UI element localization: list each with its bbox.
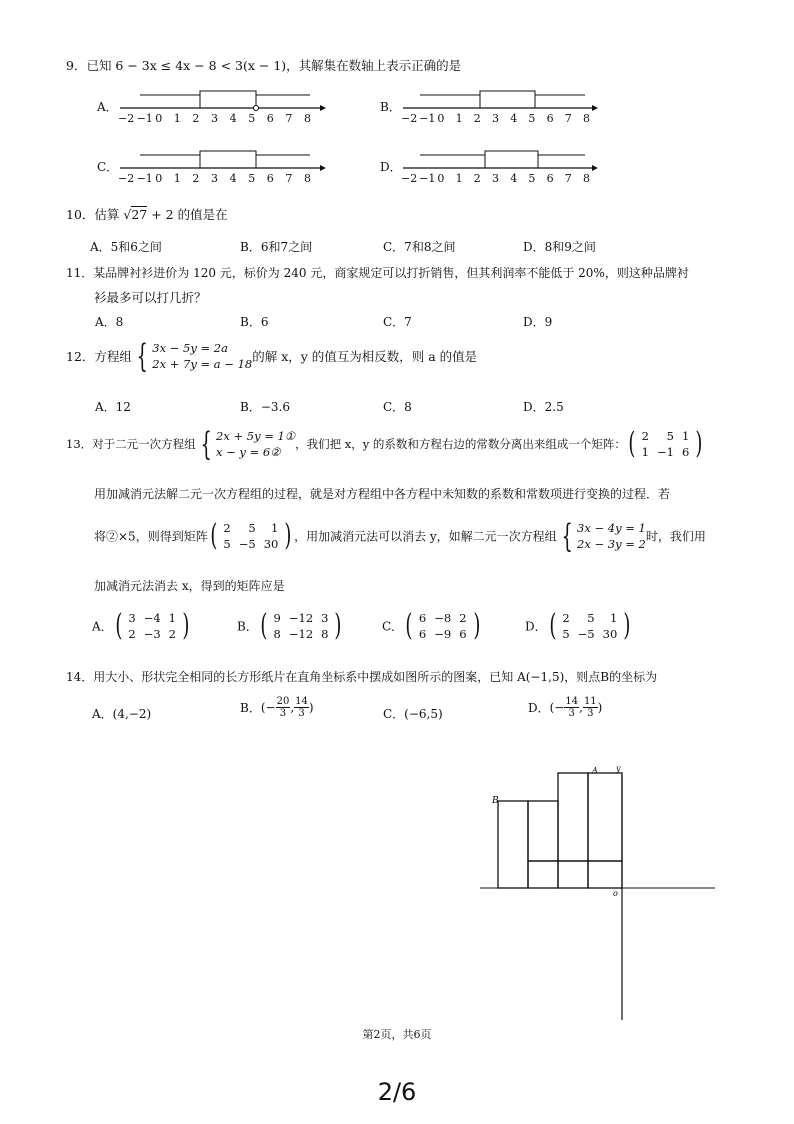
tick-label: 4 — [229, 112, 237, 125]
tick-label: 0 — [155, 112, 163, 125]
tick-label: 5 — [248, 112, 256, 125]
q11-option-a[interactable]: A．8 — [95, 315, 124, 329]
tick-label: 2 — [192, 172, 200, 185]
q13-pre: 13．对于二元一次方程组 — [66, 437, 196, 451]
q9-stem: 9．已知 6 − 3x ≤ 4x − 8 < 3(x − 1)，其解集在数轴上表示正确的是 — [66, 58, 462, 73]
q10-option-b[interactable]: B．6和7之间 — [240, 240, 313, 254]
q13-option-a[interactable]: A． ( 3 −4 1 2 −3 2 ) — [92, 610, 192, 642]
q10-option-d[interactable]: D．8和9之间 — [523, 240, 596, 254]
q12-eq1: 3x − 5y = 2a — [152, 341, 228, 355]
q13-line3-post: 时，我们用 — [645, 529, 706, 544]
q13-eq4: 2x − 3y = 2 — [577, 537, 646, 551]
q11-option-b[interactable]: B．6 — [240, 315, 269, 329]
tick-label: 7 — [564, 112, 572, 125]
tick-label: 7 — [285, 172, 293, 185]
q13-option-c-matrix: ( 6 −8 2 6 −9 6 ) — [405, 608, 480, 643]
tick-label: 5 — [248, 172, 256, 185]
tick-label: 0 — [155, 172, 163, 185]
q12-system — [132, 337, 253, 375]
q14-option-a[interactable]: A．(4,−2) — [92, 707, 152, 721]
q10-stem-pre: 10．估算 — [66, 207, 124, 222]
q10-option-c[interactable]: C．7和8之间 — [383, 240, 456, 254]
tick-label: −1 — [136, 112, 153, 125]
page-indicator: 2/6 — [377, 1078, 417, 1106]
tick-label: −2 — [401, 112, 418, 125]
q13-option-b-matrix: ( 9 −12 3 8 −12 8 ) — [260, 608, 342, 643]
tick-label: −1 — [419, 112, 436, 125]
tick-label: 4 — [510, 172, 518, 185]
number-line-c — [120, 151, 326, 171]
number-line-d — [403, 151, 598, 171]
tick-label: 8 — [583, 172, 590, 185]
q11-option-d[interactable]: D．9 — [523, 315, 553, 329]
label-y: y — [616, 764, 621, 773]
q13-eq2: x − y = 6② — [216, 445, 281, 459]
q14-option-d[interactable]: D．(− $\frac{14}{3}$ , $\frac{11}{3}$ ) — [528, 696, 603, 719]
tick-label: 2 — [473, 112, 481, 125]
q12-stem — [66, 337, 478, 375]
q10-stem-post: + 2 的值是在 — [147, 207, 228, 222]
q13-line3-pre: 将②×5，则得到矩阵 — [94, 529, 208, 544]
q14-option-b[interactable]: B．(− $\frac{20}{3}$ , $\frac{14}{3}$ ) — [240, 696, 314, 719]
tick-label: 3 — [211, 112, 218, 125]
number-line-b — [403, 91, 598, 111]
tick-label: −1 — [136, 172, 153, 185]
q11-line2: 衫最多可以打几折？ — [94, 290, 207, 305]
label-origin: o — [613, 889, 618, 898]
tick-label: 5 — [528, 112, 536, 125]
tick-label: 1 — [173, 172, 181, 185]
q12-option-a[interactable]: A．12 — [95, 400, 131, 414]
number-line-a — [120, 91, 326, 111]
tick-label: −2 — [401, 172, 418, 185]
q13-line1 — [66, 425, 705, 463]
q12-eq2: 2x + 7y = a − 18 — [152, 357, 253, 371]
q13-option-a-matrix: ( 3 −4 1 2 −3 2 ) — [115, 608, 190, 643]
q9-number-lines — [0, 0, 794, 200]
brace-icon: { — [136, 337, 148, 375]
q13-option-d-matrix: ( 2 5 1 5 −5 30 ) — [548, 608, 631, 643]
brace-icon: { — [200, 425, 212, 463]
label-b: B — [492, 796, 499, 806]
q12-pre: 12．方程组 — [66, 349, 132, 364]
tick-label: 6 — [266, 172, 274, 185]
q13-system — [196, 425, 296, 463]
tick-label: 8 — [583, 112, 590, 125]
q13-matrix2: ( 2 5 1 5 −5 30 ) — [210, 518, 292, 553]
q13-eq3: 3x − 4y = 1 — [577, 521, 646, 535]
rectangles — [498, 773, 622, 888]
q14-stem: 14．用大小、形状完全相同的长方形纸片在直角坐标系中摆成如图所示的图案，已知 A(−1,5)，则点B的坐标为 — [66, 670, 658, 684]
tick-label: 3 — [492, 112, 499, 125]
q10-radicand: 27 — [131, 207, 148, 222]
tick-label: −1 — [419, 172, 436, 185]
tick-label: 1 — [455, 112, 463, 125]
tick-label: −2 — [118, 112, 135, 125]
brace-icon: { — [561, 517, 573, 555]
page-footer: 第2页，共6页 — [362, 1028, 432, 1041]
tick-label: 2 — [192, 112, 200, 125]
q13-line4: 加减消元法消去 x，得到的矩阵应是 — [94, 579, 285, 593]
q12-option-c[interactable]: C．8 — [383, 400, 412, 414]
q13-system2 — [557, 517, 646, 555]
q12-option-d[interactable]: D．2.5 — [523, 400, 564, 414]
q13-option-d[interactable]: D． ( 2 5 1 5 −5 30 ) — [525, 610, 633, 642]
q9-option-d-label[interactable]: D． — [380, 160, 402, 174]
tick-label: 3 — [211, 172, 218, 185]
q13-matrix1: ( 2 5 1 1 −1 6 ) — [628, 426, 703, 461]
tick-label: 7 — [285, 112, 293, 125]
q13-option-c[interactable]: C． ( 6 −8 2 6 −9 6 ) — [382, 610, 482, 642]
tick-label: −2 — [118, 172, 135, 185]
q9-option-c-label[interactable]: C． — [97, 160, 119, 174]
q9-option-b-label[interactable]: B． — [380, 100, 401, 114]
tick-label: 0 — [437, 172, 445, 185]
sqrt-icon: √ — [123, 207, 132, 222]
tick-label: 6 — [546, 172, 554, 185]
q13-mid: ，我们把 x，y 的系数和方程右边的常数分离出来组成一个矩阵： — [295, 437, 626, 451]
q12-post: 的解 x，y 的值互为相反数，则 a 的值是 — [252, 349, 478, 364]
tick-label: 5 — [528, 172, 536, 185]
tick-label: 1 — [455, 172, 463, 185]
q13-line3-mid: ，用加减消元法可以消去 y，如解二元一次方程组 — [294, 529, 557, 544]
q10-option-a[interactable]: A．5和6之间 — [90, 240, 162, 254]
tick-label: 3 — [492, 172, 499, 185]
q12-option-b[interactable]: B．−3.6 — [240, 400, 290, 414]
tick-label: 7 — [564, 172, 572, 185]
q9-option-a-label[interactable]: A． — [97, 100, 118, 114]
tick-label: 2 — [473, 172, 481, 185]
q13-option-b[interactable]: B． ( 9 −12 3 8 −12 8 ) — [237, 610, 344, 642]
tick-label: 4 — [510, 112, 518, 125]
tick-label: 8 — [304, 112, 311, 125]
q10-stem — [66, 205, 228, 223]
tick-label: 1 — [173, 112, 181, 125]
tick-label: 6 — [266, 112, 274, 125]
tick-label: 0 — [437, 112, 445, 125]
q11-option-c[interactable]: C．7 — [383, 315, 412, 329]
q11-line1: 11．某品牌衬衫进价为 120 元，标价为 240 元，商家规定可以打折销售，但其利润率不能低于 20%，则这种品牌衬 — [66, 266, 689, 280]
q14-option-c[interactable]: C．(−6,5) — [383, 707, 443, 721]
tick-label: 4 — [229, 172, 237, 185]
q13-line2: 用加减消元法解二元一次方程组的过程，就是对方程组中各方程中未知数的系数和常数项进行变换的过程．若 — [94, 487, 671, 501]
label-a: A — [592, 766, 598, 775]
q14-figure — [480, 755, 740, 1025]
tick-label: 6 — [546, 112, 554, 125]
q13-eq1: 2x + 5y = 1① — [216, 429, 296, 443]
tick-label: 8 — [304, 172, 311, 185]
q13-line3 — [94, 517, 706, 555]
